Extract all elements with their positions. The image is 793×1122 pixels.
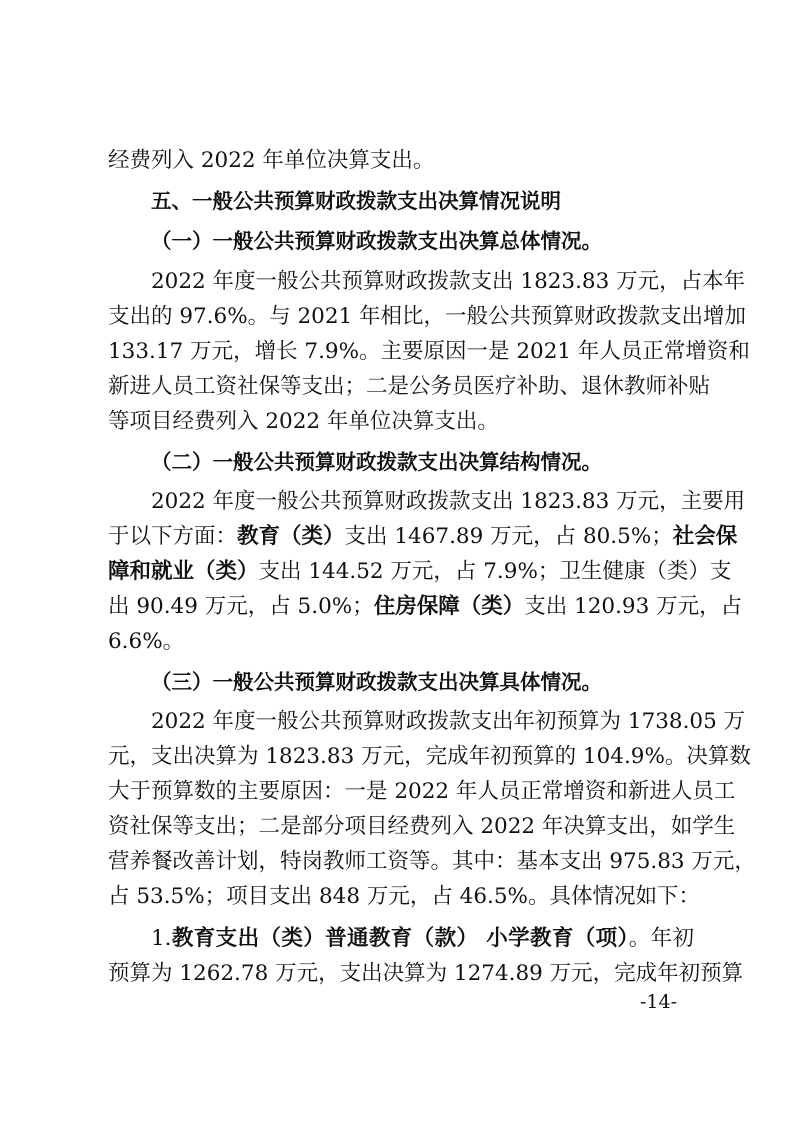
subsection-heading-2: （二）一般公共预算财政拨款支出决算结构情况。 (151, 450, 602, 474)
paragraph-line: 新进人员工资社保等支出；二是公务员医疗补助、退休教师补贴 (108, 374, 711, 399)
paragraph-line: 营养餐改善计划，特岗教师工资等。其中：基本支出 975.83 万元， (108, 849, 756, 874)
paragraph-line: 大于预算数的主要原因：一是 2022 年人员正常增资和新进人员工 (108, 779, 736, 804)
text-run: 支出 144.52 万元，占 7.9%；卫生健康（类）支 (258, 559, 732, 584)
section-heading: 五、一般公共预算财政拨款支出决算情况说明 (151, 189, 561, 213)
paragraph-line (108, 557, 732, 587)
subsection-heading-1: （一）一般公共预算财政拨款支出决算总体情况。 (151, 229, 602, 253)
paragraph-line (151, 924, 694, 954)
paragraph-line: 2022 年度一般公共预算财政拨款支出 1823.83 万元，主要用 (151, 489, 746, 514)
text-run: 出 90.49 万元，占 5.0%； (108, 594, 374, 619)
paragraph-line: 等项目经费列入 2022 年单位决算支出。 (108, 409, 499, 434)
item-number: 1. (151, 926, 172, 951)
category-social-security: 社会保 (672, 524, 738, 549)
page-number: -14- (640, 991, 678, 1013)
item-title: 教育支出（类）普通教育（款） 小学教育（项） (171, 926, 629, 951)
paragraph-line (108, 522, 738, 552)
category-housing: 住房保障（类） (373, 594, 525, 619)
category-social-security-cont: 障和就业（类） (108, 559, 259, 584)
paragraph-line: 预算为 1262.78 万元，支出决算为 1274.89 万元，完成年初预算 (108, 961, 744, 986)
paragraph-line: 占 53.5%；项目支出 848 万元，占 46.5%。具体情况如下： (108, 884, 700, 909)
text-run: 支出 120.93 万元，占 (524, 594, 743, 619)
paragraph-line: 2022 年度一般公共预算财政拨款支出年初预算为 1738.05 万 (151, 709, 746, 734)
paragraph-line (108, 592, 743, 622)
paragraph-line: 2022 年度一般公共预算财政拨款支出 1823.83 万元，占本年 (151, 269, 746, 294)
paragraph-line: 元，支出决算为 1823.83 万元，完成年初预算的 104.9%。决算数 (108, 744, 751, 769)
paragraph-line: 6.6%。 (108, 629, 185, 654)
paragraph-line: 资社保等支出；二是部分项目经费列入 2022 年决算支出，如学生 (108, 814, 736, 839)
text-run: 支出 1467.89 万元，占 80.5%； (344, 524, 673, 549)
paragraph-line: 经费列入 2022 年单位决算支出。 (108, 148, 435, 173)
paragraph-line: 133.17 万元，增长 7.9%。主要原因一是 2021 年人员正常增资和 (108, 339, 750, 364)
text-run: 于以下方面： (108, 524, 238, 549)
paragraph-line: 支出的 97.6%。与 2021 年相比，一般公共预算财政拨款支出增加 (108, 304, 747, 329)
subsection-heading-3: （三）一般公共预算财政拨款支出决算具体情况。 (151, 670, 602, 694)
category-education: 教育（类） (237, 524, 345, 549)
text-run: 。年初 (628, 926, 694, 951)
